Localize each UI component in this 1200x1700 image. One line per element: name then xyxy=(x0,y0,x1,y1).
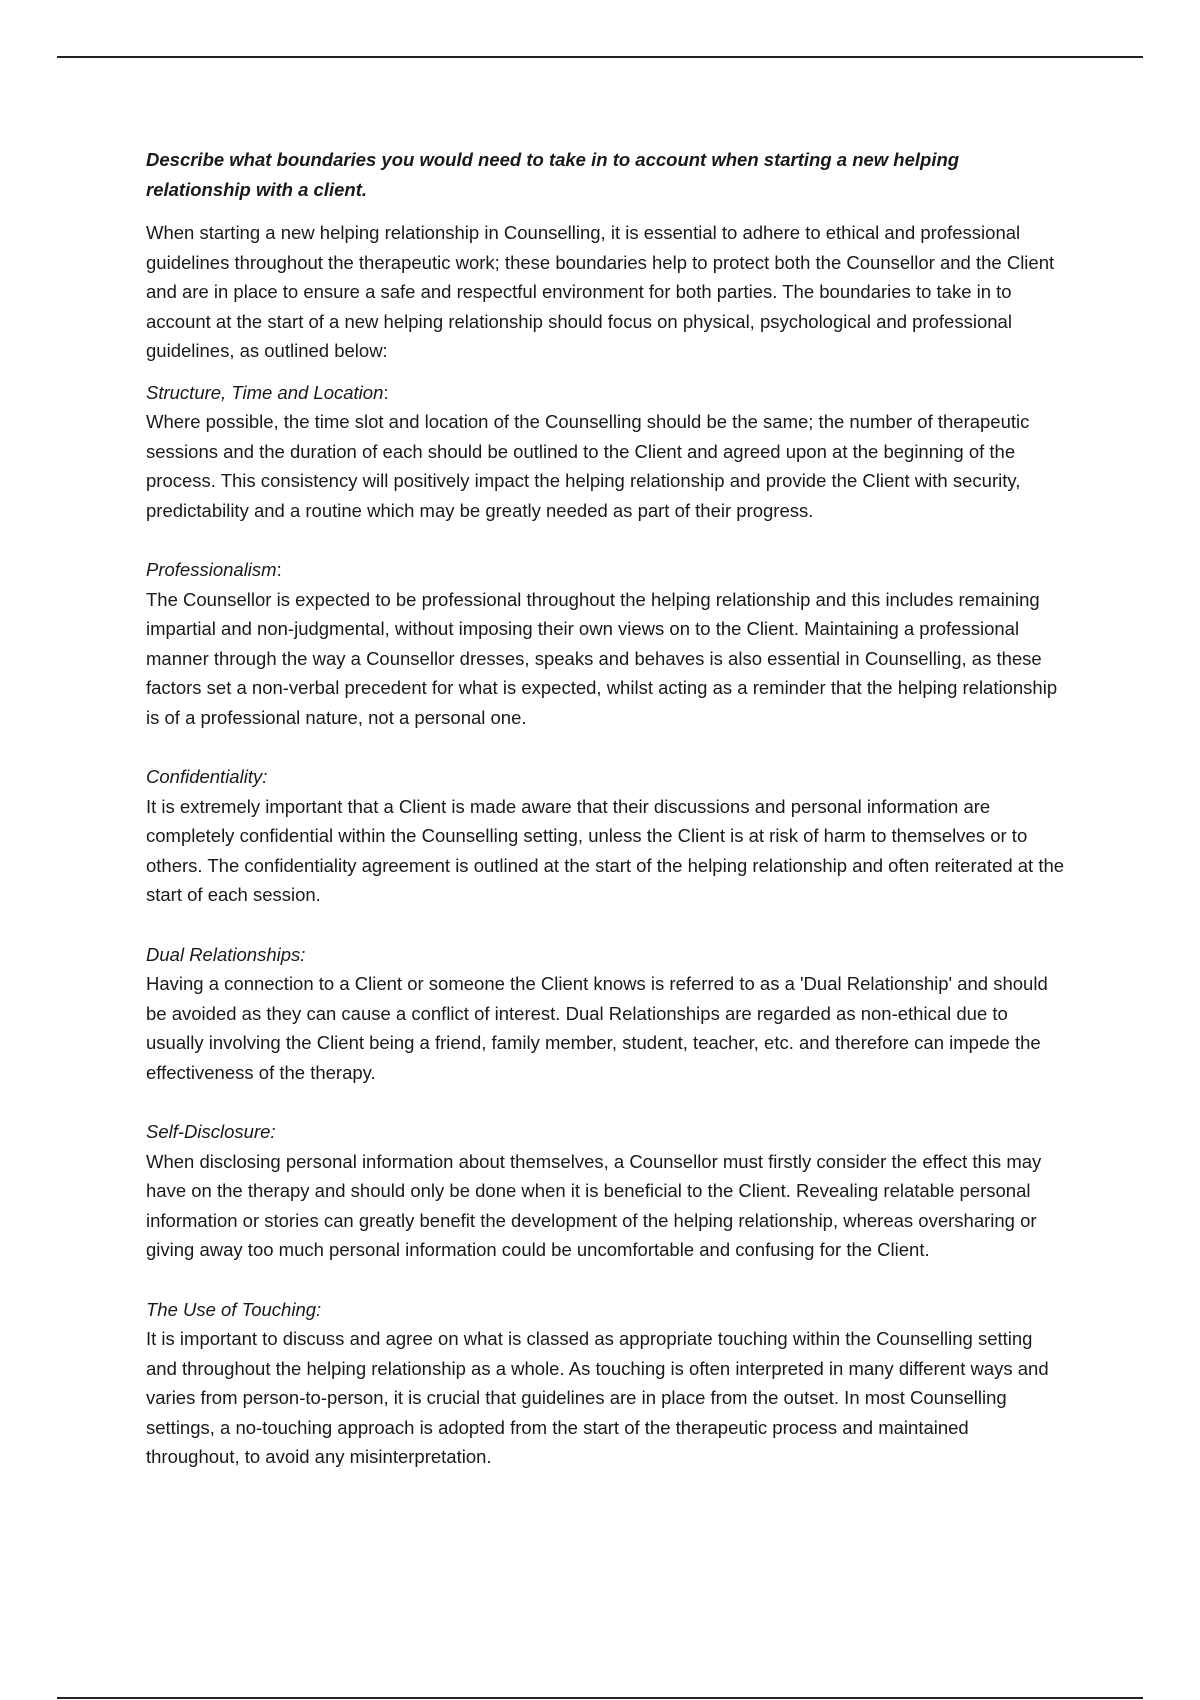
section-title: Self-Disclosure: xyxy=(146,1121,276,1142)
section-body: When disclosing personal information about themselves, a Counsellor must firstly consider the effect this may have on the therapy and should only be done when it is beneficial to the Client. Revealing relatable personal information or stories can greatly benefit the development of the helping relationship, whereas oversharing or giving away too much personal information could be uncomfortable and confusing for the Client. xyxy=(146,1150,1042,1260)
section-body: Having a connection to a Client or someone the Client knows is referred to as a 'Dual Relationship' and should be avoided as they can cause a conflict of interest. Dual Relationships are regarded as non-ethical due to usually involving the Client being a friend, family member, student, teacher, etc. and therefore can impede the effectiveness of the therapy. xyxy=(146,973,1048,1083)
header-rule xyxy=(57,56,1143,58)
section-confidentiality xyxy=(146,762,1066,910)
section-body: Where possible, the time slot and location of the Counselling should be the same; the number of therapeutic sessions and the duration of each should be outlined to the Client and agreed upon at the beginning of the process. This consistency will positively impact the helping relationship and provide the Client with security, predictability and a routine which may be greatly needed as part of their progress. xyxy=(146,411,1030,521)
section-touching xyxy=(146,1295,1066,1472)
section-title: Confidentiality: xyxy=(146,766,268,787)
question-heading: Describe what boundaries you would need to take in to account when starting a new helping relationship with a client. xyxy=(146,149,960,200)
section-dual-relationships xyxy=(146,940,1066,1088)
section-structure xyxy=(146,378,1066,526)
footer-rule xyxy=(57,1697,1143,1699)
section-title: Professionalism: xyxy=(146,559,282,580)
section-body: The Counsellor is expected to be professional throughout the helping relationship and this includes remaining impartial and non-judgmental, without imposing their own views on to the Client. Maintaining a professional manner through the way a Counsellor dresses, speaks and behaves is also essential in Counselling, as these factors set a non-verbal precedent for what is expected, whilst acting as a reminder that the helping relationship is of a professional nature, not a personal one. xyxy=(146,588,1058,728)
section-title: Structure, Time and Location: xyxy=(146,381,389,403)
section-title: The Use of Touching: xyxy=(146,1298,322,1320)
section-body: It is extremely important that a Client is made aware that their discussions and personal information are completely confidential within the Counselling setting, unless the Client is at risk of harm to themselves or to others. The confidentiality agreement is outlined at the start of the helping relationship and often reiterated at the start of each session. xyxy=(146,795,1065,905)
intro-paragraph: When starting a new helping relationship in Counselling, it is essential to adhere to ethical and professional guidelines throughout the therapeutic work; these boundaries help to protect both the Counsellor and the Client and are in place to ensure a safe and respectful environment for both parties. The boundaries to take in to account at the start of a new helping relationship should focus on physical, psychological and professional guidelines, as outlined below: xyxy=(146,222,1055,361)
section-title: Dual Relationships: xyxy=(146,943,306,965)
document-body xyxy=(146,145,1066,1502)
section-body: It is important to discuss and agree on what is classed as appropriate touching within the Counselling setting and throughout the helping relationship as a whole. As touching is often interpreted in many different ways and varies from person-to-person, it is crucial that guidelines are in place from the outset. In most Counselling settings, a no-touching approach is adopted from the start of the therapeutic process and maintained throughout, to avoid any misinterpretation. xyxy=(146,1328,1049,1467)
section-self-disclosure xyxy=(146,1117,1066,1265)
section-professionalism xyxy=(146,555,1066,732)
